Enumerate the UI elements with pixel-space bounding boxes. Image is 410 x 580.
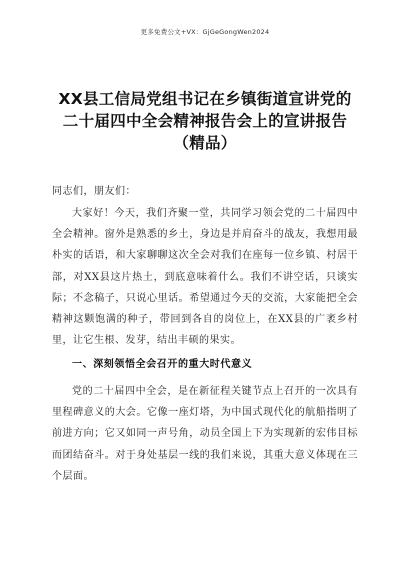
header-note: 更多免费公文+VX：GjGeGongWen2024 <box>140 28 270 36</box>
paragraph-intro: 大家好！今天，我们齐聚一堂，共同学习领会党的二十届四中全会精神。窗外是熟悉的乡土，身边是并肩奋斗的战友，我想用最朴实的话语，和大家聊聊这次全会对我们在座每一位乡镇、村居干部，对XX县这片热土，到底意味着什么。我们不讲空话，只谈实际；不念稿子，只说心里话。希望通过今天的交流，大家能把全会精神这颗饱满的种子，带回到各自的岗位上，在XX县的广袤乡村里，让它生根、发芽，结出丰硕的果实。 <box>52 208 358 347</box>
paragraph-section-1: 党的二十届四中全会，是在新征程关键节点上召开的一次具有里程碑意义的大会。它像一座灯塔，为中国式现代化的航船指明了前进方向；它又如同一声号角，动员全国上下为实现新的宏伟目标而团结奋斗。对于身处基层一线的我们来说，其重大意义体现在三个层面。 <box>52 386 358 482</box>
document-title: XX县工信局党组书记在乡镇街道宣讲党的二十届四中全会精神报告会上的宣讲报告（精品） <box>58 90 352 152</box>
greeting: 同志们，朋友们： <box>52 186 136 197</box>
section-heading-1: 一、深刻领悟全会召开的重大时代意义 <box>72 359 253 370</box>
